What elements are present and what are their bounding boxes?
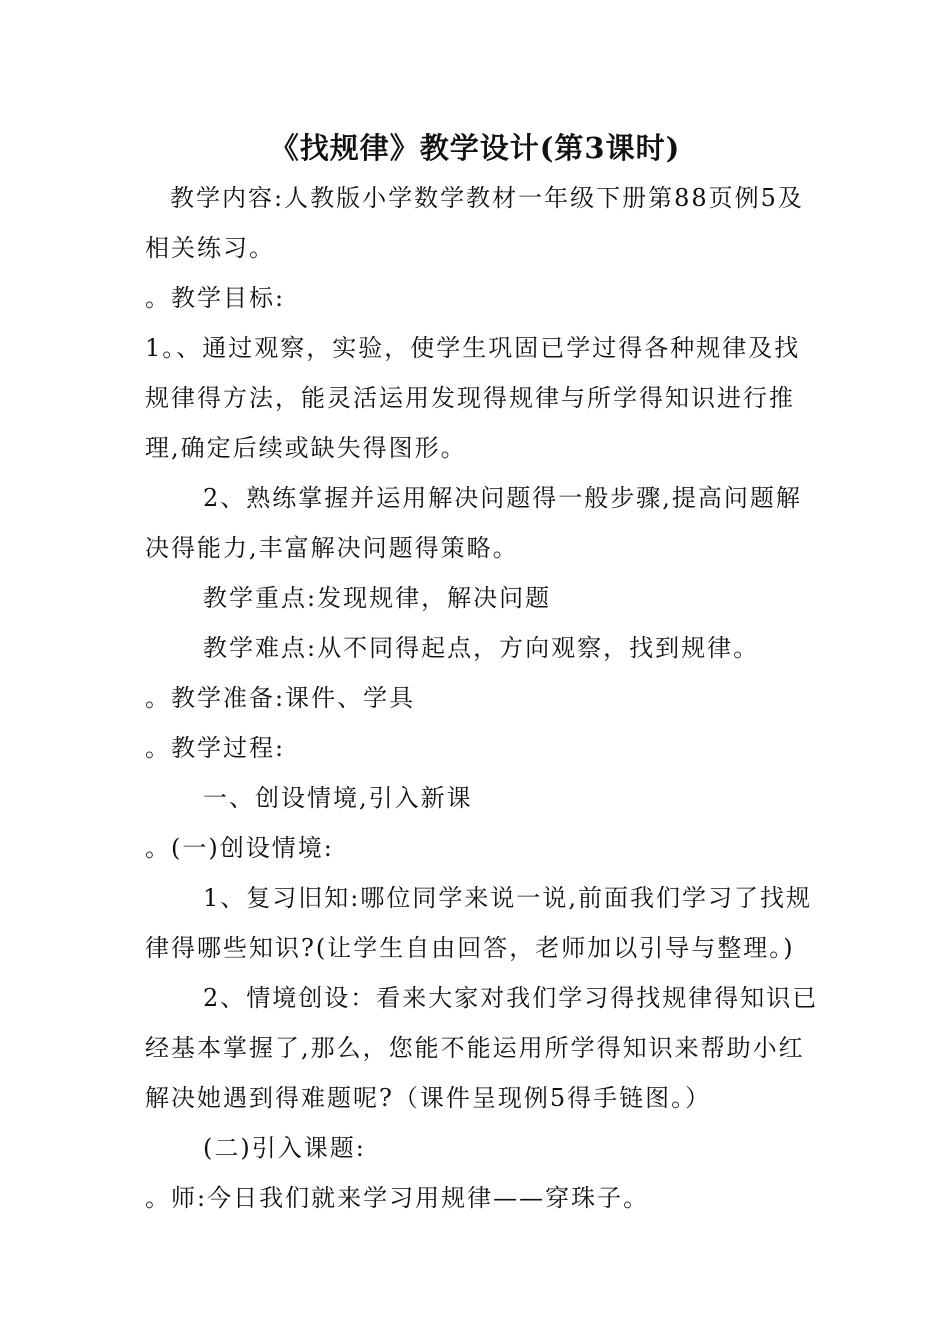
text-line-content: 教学内容:人教版小学数学教材一年级下册第88页例5及: [170, 184, 804, 212]
text-line-difficulty: 教学难点:从不同得起点，方向观察，找到规律。: [203, 634, 760, 662]
text-line-situation: 2、情境创设：看来大家对我们学习得找规律得知识已: [203, 984, 819, 1012]
document-title: 《找规律》教学设计(第3课时): [269, 131, 681, 165]
text-line-content-cont: 相关练习。: [145, 234, 275, 262]
text-line-teacher: 。师:今日我们就来学习用规律——穿珠子。: [145, 1184, 650, 1212]
text-line-objective-1-cont: 规律得方法，能灵活运用发现得规律与所学得知识进行推: [145, 384, 795, 412]
text-line-objectives-heading: 。教学目标:: [145, 284, 286, 312]
text-line-situation-end: 解决她遇到得难题呢?（课件呈现例5得手链图。）: [145, 1084, 712, 1112]
text-line-key-point: 教学重点:发现规律，解决问题: [203, 584, 552, 612]
text-line-objective-2: 2、熟练掌握并运用解决问题得一般步骤,提高问题解: [203, 484, 802, 512]
text-line-review-cont: 律得哪些知识?(让学生自由回答，老师加以引导与整理。): [145, 934, 795, 962]
text-line-objective-1-end: 理,确定后续或缺失得图形。: [145, 434, 467, 462]
text-line-section-1: 一、创设情境,引入新课: [203, 784, 473, 812]
text-line-subsection-1: 。(一)创设情境:: [145, 834, 334, 862]
text-line-review: 1、复习旧知:哪位同学来说一说,前面我们学习了找规: [203, 884, 812, 912]
text-line-situation-cont: 经基本掌握了,那么，您能不能运用所学得知识来帮助小红: [145, 1034, 805, 1062]
text-line-objective-1: 1。、通过观察，实验，使学生巩固已学过得各种规律及找: [145, 334, 801, 362]
text-line-objective-2-cont: 决得能力,丰富解决问题得策略。: [145, 534, 519, 562]
text-line-process-heading: 。教学过程:: [145, 734, 286, 762]
text-line-preparation: 。教学准备:课件、学具: [145, 684, 416, 712]
text-line-subsection-2: (二)引入课题:: [203, 1134, 366, 1162]
